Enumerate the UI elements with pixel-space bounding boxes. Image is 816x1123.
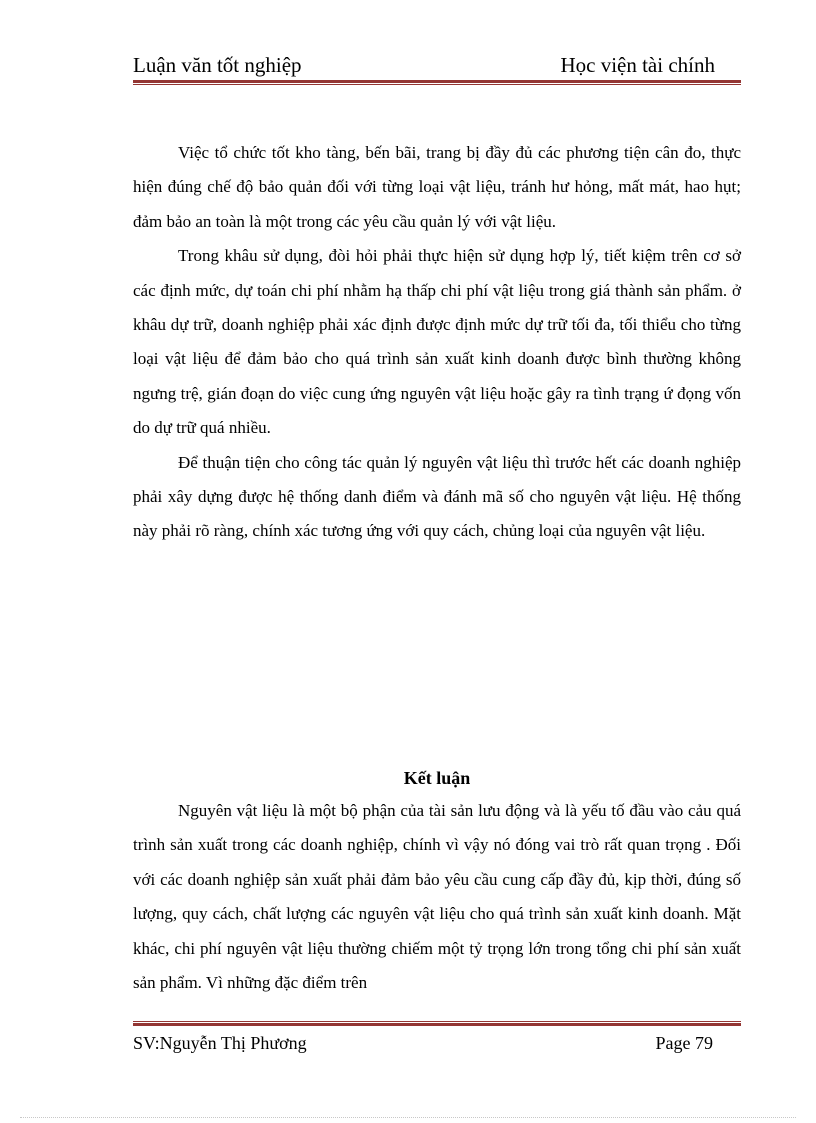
paragraph-usage-reserve: Trong khâu sử dụng, đòi hỏi phải thực hiện sử dụng hợp lý, tiết kiệm trên cơ sở các định mức, dự toán chi phí nhằm hạ thấp chi phí vật liệu trong giá thành sản phẩm. ở khâu dự trữ, doanh nghiệp phải xác định được định mức dự trữ tối đa, tối thiểu cho từng loại vật liệu để đảm bảo cho quá trình sản xuất kinh doanh được bình thường không ngưng trệ, gián đoạn do việc cung ứng nguyên vật liệu hoặc gây ra tình trạng ứ đọng vốn do dự trữ quá nhiều. (133, 246, 741, 438)
page-edge-divider (20, 1117, 796, 1118)
body-text-conclusion (133, 794, 741, 1000)
header-rule (133, 80, 741, 85)
header-thesis-label: Luận văn tốt nghiệp (133, 53, 302, 77)
page-footer (133, 1028, 741, 1058)
footer-page-number: Page 79 (655, 1033, 713, 1053)
paragraph-conclusion: Nguyên vật liệu là một bộ phận của tài sản lưu động và là yếu tố đầu vào cảu quá trình sản xuất trong các doanh nghiệp, chính vì vậy nó đóng vai trò rất quan trọng . Đối với các doanh nghiệp sản xuất phải đảm bảo yêu cầu cung cấp đầy đủ, kịp thời, đúng số lượng, quy cách, chất lượng các nguyên vật liệu cho quá trình sản xuất kinh doanh. Mặt khác, chi phí nguyên vật liệu thường chiếm một tỷ trọng lớn trong tổng chi phí sản xuất sản phẩm. Vì những đặc điểm trên (133, 801, 741, 993)
header-institution-label: Học viện tài chính (560, 53, 715, 77)
paragraph-material-coding: Để thuận tiện cho công tác quản lý nguyên vật liệu thì trước hết các doanh nghiệp phải xây dựng được hệ thống danh điểm và đánh mã số cho nguyên vật liệu. Hệ thống này phải rõ ràng, chính xác tương ứng với quy cách, chủng loại của nguyên vật liệu. (133, 452, 741, 541)
body-text-before-conclusion (133, 136, 741, 549)
footer-student-name: SV:Nguyễn Thị Phương (133, 1033, 307, 1053)
footer-rule (133, 1021, 741, 1026)
section-title-conclusion: Kết luận (403, 768, 471, 788)
paragraph-warehouse: Việc tổ chức tốt kho tàng, bến bãi, trang bị đầy đủ các phương tiện cân đo, thực hiện đúng chế độ bảo quản đối với từng loại vật liệu, tránh hư hỏng, mất mát, hao hụt; đảm bảo an toàn là một trong các yêu cầu quản lý với vật liệu. (133, 143, 741, 231)
page-header (133, 50, 741, 84)
